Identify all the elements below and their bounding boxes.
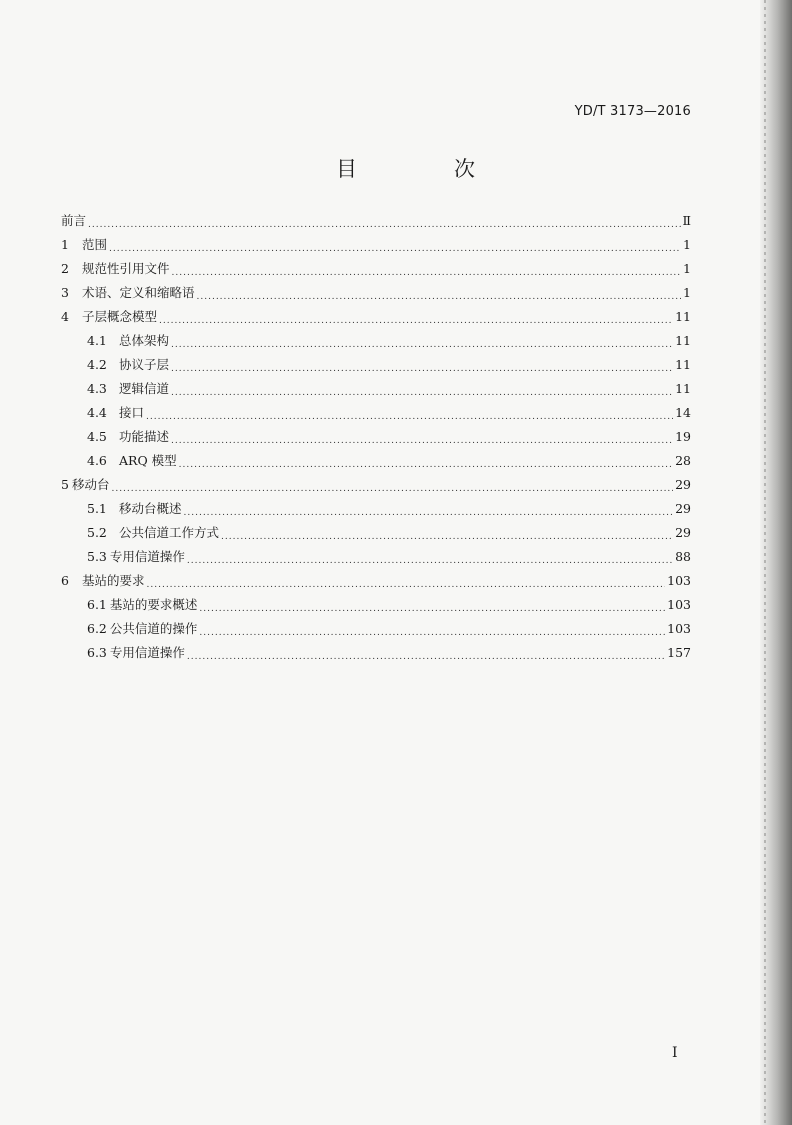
toc-entry-text: 接口 [119, 405, 145, 420]
toc-entry-text: 基站的要求概述 [109, 597, 198, 612]
standard-code: YD/T 3173—2016 [574, 104, 691, 119]
toc-page-number: 103 [667, 621, 691, 636]
toc-page-number: 103 [667, 597, 691, 612]
toc-entry-4-1[interactable] [61, 329, 691, 353]
toc-leader [199, 621, 665, 645]
toc-entry-number: 5.2 [87, 525, 107, 540]
toc-entry-text: 总体架构 [119, 333, 170, 348]
toc-page-number: 1 [683, 237, 691, 252]
toc-page-number: 1 [683, 285, 691, 300]
toc-entry-4-2[interactable] [61, 353, 691, 377]
toc-leader [197, 285, 681, 309]
toc-leader [187, 549, 673, 573]
toc-entry-6-2[interactable] [61, 617, 691, 641]
toc-entry-5[interactable] [61, 473, 691, 497]
toc-entry-4[interactable] [61, 305, 691, 329]
toc-leader [172, 261, 681, 285]
toc-leader [109, 237, 681, 261]
toc-entry-number: 5.3 [87, 549, 107, 564]
toc-leader [159, 309, 673, 333]
toc-entry-6[interactable] [61, 569, 691, 593]
toc-entry-number: 1 [61, 237, 69, 252]
toc-page-number: 157 [667, 645, 691, 660]
toc-entry-6-3[interactable] [61, 641, 691, 665]
toc-entry-text: 移动台概述 [119, 501, 182, 516]
toc-entry-4-3[interactable] [61, 377, 691, 401]
page-folio: I [672, 1045, 678, 1061]
toc-page-number: 14 [675, 405, 691, 420]
toc-entry-text: 功能描述 [119, 429, 170, 444]
toc-leader [221, 525, 673, 549]
toc-entry-5-2[interactable] [61, 521, 691, 545]
toc-entry-4-6[interactable] [61, 449, 691, 473]
toc-leader [199, 597, 665, 621]
toc-entry-1[interactable] [61, 233, 691, 257]
toc-page-number: 1 [683, 261, 691, 276]
toc-entry-number: 4.3 [87, 381, 107, 396]
toc-page-number: 29 [675, 501, 691, 516]
toc-entry-text: 范围 [82, 237, 108, 252]
toc-entry-text: 前言 [61, 213, 87, 228]
scanned-page-edge [760, 0, 792, 1125]
toc-page-number: 29 [675, 525, 691, 540]
toc-entry-number: 4.1 [87, 333, 107, 348]
toc-entry-number: 3 [61, 285, 69, 300]
toc-leader [171, 333, 673, 357]
toc-entry-text: ARQ 模型 [119, 453, 177, 468]
toc-entry-text: 公共信道的操作 [109, 621, 198, 636]
toc-entry-number: 6 [61, 573, 69, 588]
toc-entry-text: 子层概念模型 [82, 309, 158, 324]
toc-entry-number: 4.4 [87, 405, 107, 420]
toc-leader [111, 477, 673, 501]
toc-leader [171, 429, 673, 453]
toc-page-number: 29 [675, 477, 691, 492]
toc-entry-text: 专用信道操作 [109, 549, 185, 564]
toc-leader [187, 645, 665, 669]
toc-entry-4-4[interactable] [61, 401, 691, 425]
toc-entry-number: 6.3 [87, 645, 107, 660]
toc-page-number: 11 [675, 333, 691, 348]
toc-entry-number: 2 [61, 261, 69, 276]
toc-page-number: 11 [675, 357, 691, 372]
toc-entry-number: 5.1 [87, 501, 107, 516]
toc-entry-number: 6.1 [87, 597, 107, 612]
toc-leader [88, 213, 680, 237]
toc-leader [179, 453, 673, 477]
toc-entry-text: 规范性引用文件 [82, 261, 170, 276]
toc-page-number: 19 [675, 429, 691, 444]
toc-entry-number: 6.2 [87, 621, 107, 636]
toc-entry-number: 5 [61, 477, 69, 492]
toc-page-number: 28 [675, 453, 691, 468]
toc-leader [146, 405, 673, 429]
toc-entry-number: 4.5 [87, 429, 107, 444]
toc-page-number: Ⅱ [682, 213, 691, 228]
toc-page-number: 11 [675, 381, 691, 396]
toc-entry-number: 4.6 [87, 453, 107, 468]
toc-leader [171, 357, 673, 381]
toc-entry-text: 术语、定义和缩略语 [82, 285, 195, 300]
page-title: 目 次 [336, 157, 513, 181]
table-of-contents [61, 209, 691, 665]
toc-entry-text: 专用信道操作 [109, 645, 185, 660]
toc-entry-number: 4 [61, 309, 69, 324]
toc-page-number: 88 [675, 549, 691, 564]
toc-entry-text: 公共信道工作方式 [119, 525, 220, 540]
toc-entry-text: 移动台 [71, 477, 110, 492]
toc-page-number: 11 [675, 309, 691, 324]
toc-entry-foreword[interactable] [61, 209, 691, 233]
toc-page-number: 103 [667, 573, 691, 588]
toc-entry-5-3[interactable] [61, 545, 691, 569]
toc-entry-text: 逻辑信道 [119, 381, 170, 396]
toc-leader [171, 381, 673, 405]
toc-entry-text: 协议子层 [119, 357, 170, 372]
toc-leader [147, 573, 666, 597]
toc-entry-text: 基站的要求 [82, 573, 145, 588]
toc-entry-3[interactable] [61, 281, 691, 305]
toc-leader [184, 501, 674, 525]
toc-entry-number: 4.2 [87, 357, 107, 372]
